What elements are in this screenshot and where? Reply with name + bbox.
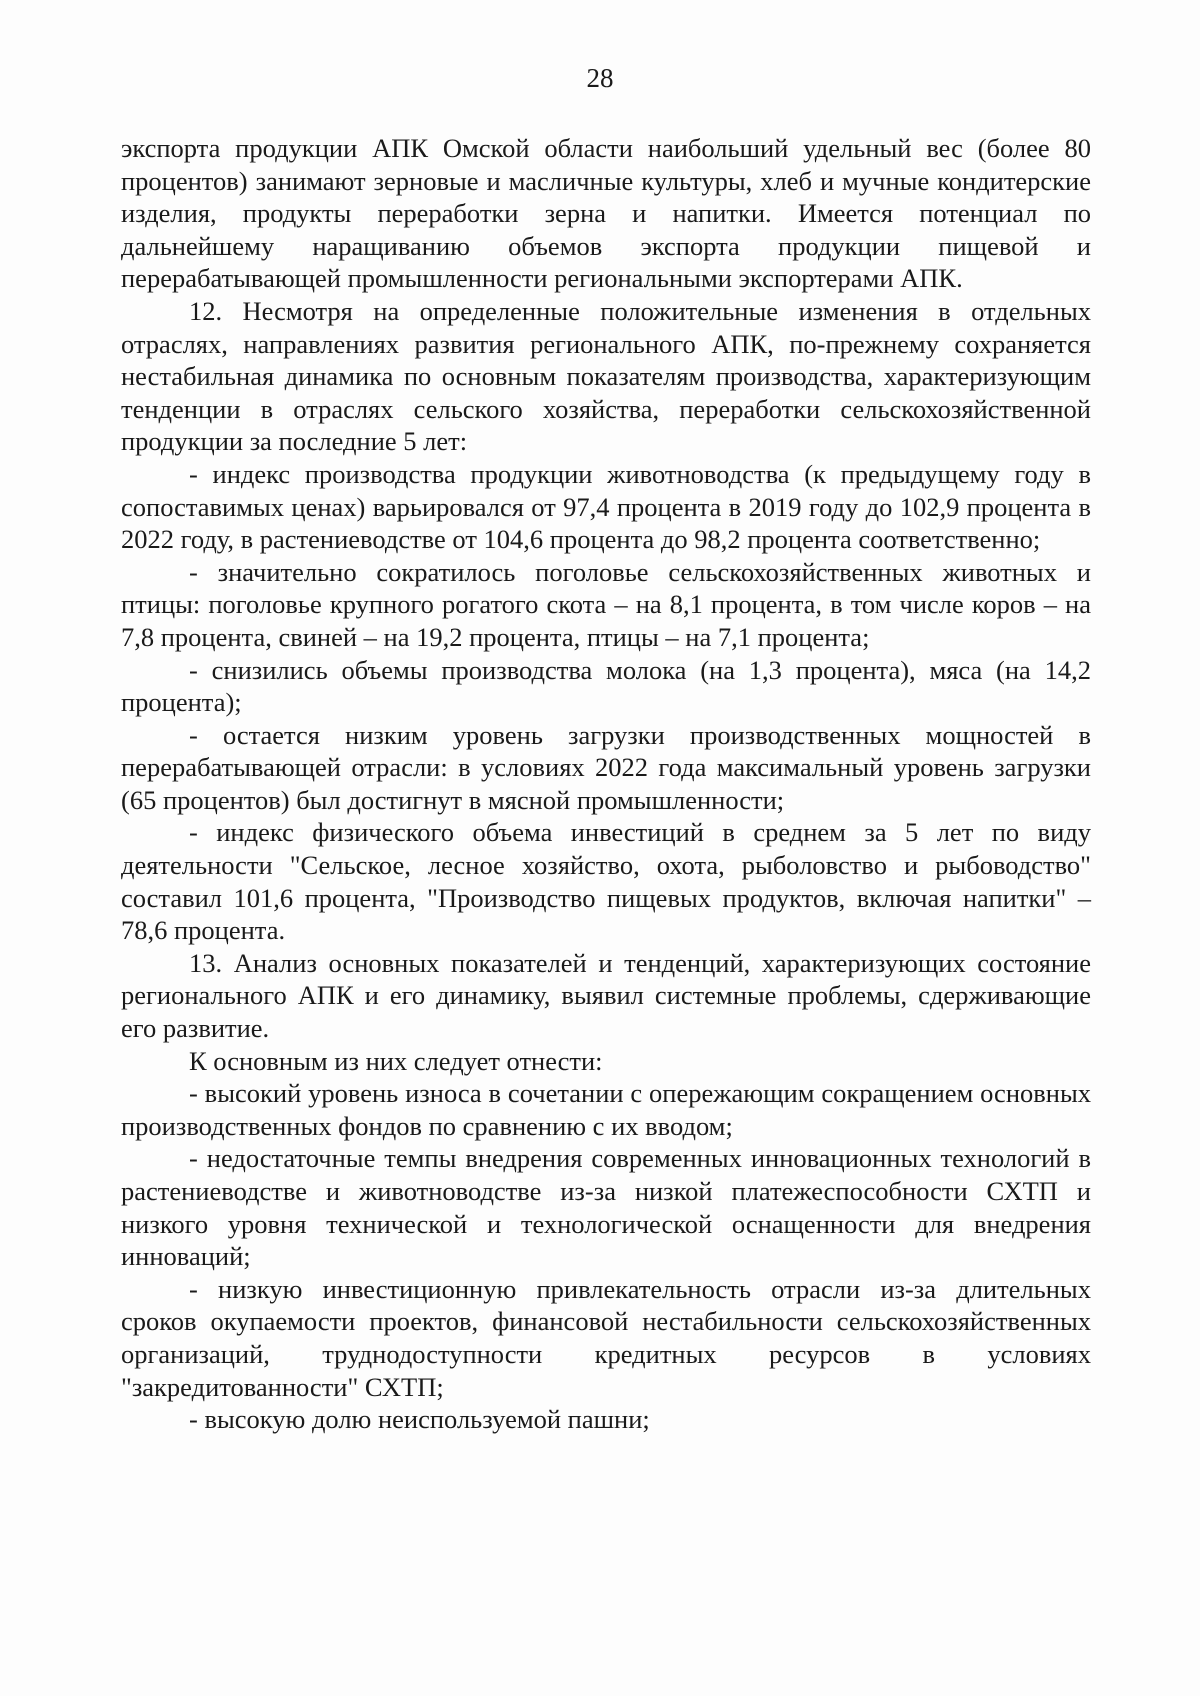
list-item-innovation: - недостаточные темпы внедрения современных инновационных технологий в растениеводстве и животноводстве из-за низкой платежеспособности СХТП и низкого уровня технической и технологической оснащенности для внедрения инноваций;	[121, 1143, 1091, 1272]
list-item-capacity-load: - остается низким уровень загрузки производственных мощностей в перерабатывающей отрасли: в условиях 2022 года максимальный уровень загрузки (65 процентов) был достигнут в мясной промышленности;	[121, 719, 1091, 815]
paragraph-12: 12. Несмотря на определенные положительные изменения в отдельных отраслях, направлениях развития регионального АПК, по-прежнему сохраняется нестабильная динамика по основным показателям производства, характеризующим тенденции в отраслях сельского хозяйства, переработки сельскохозяйственной продукции за последние 5 лет:	[121, 295, 1091, 457]
page-number: 28	[586, 63, 614, 93]
list-item-livestock-index: - индекс производства продукции животноводства (к предыдущему году в сопоставимых ценах) варьировался от 97,4 процента в 2019 году до 102,9 процента в 2022 году, в растениеводстве от 104,6 процента до 98,2 процента соответственно;	[121, 458, 1091, 555]
list-item-wear: - высокий уровень износа в сочетании с опережающим сокращением основных производственных фондов по сравнению с их вводом;	[121, 1078, 1091, 1141]
list-item-investment-index: - индекс физического объема инвестиций в среднем за 5 лет по виду деятельности "Сельское, лесное хозяйство, охота, рыболовство и рыбоводство" составил 101,6 процента, "Производство пищевых продуктов, включая напитки" – 78,6 процента.	[121, 817, 1091, 946]
list-item-unused-arable: - высокую долю неиспользуемой пашни;	[189, 1404, 650, 1435]
paragraph-main-problems: К основным из них следует отнести:	[189, 1045, 603, 1076]
list-item-livestock-decline: - значительно сократилось поголовье сельскохозяйственных животных и птицы: поголовье крупного рогатого скота – на 8,1 процента, в том числе коров – на 7,8 процента, свиней – на 19,2 процента, птицы – на 7,1 процента;	[121, 556, 1091, 652]
list-item-milk-meat: - снизились объемы производства молока (на 1,3 процента), мяса (на 14,2 процента);	[121, 654, 1091, 718]
list-item-investment-attractiveness: - низкую инвестиционную привлекательность отрасли из-за длительных сроков окупаемости проектов, финансовой нестабильности сельскохозяйственных организаций, труднодоступности кредитных ресурсов в условиях "закредитованности" СХТП;	[121, 1273, 1091, 1402]
paragraph-export-continuation: экспорта продукции АПК Омской области наибольший удельный вес (более 80 процентов) занимают зерновые и масличные культуры, хлеб и мучные кондитерские изделия, продукты переработки зерна и напитки. Имеется потенциал по дальнейшему наращиванию объемов экспорта продукции пищевой и перерабатывающей промышленности региональными экспортерами АПК.	[121, 133, 1091, 294]
paragraph-13: 13. Анализ основных показателей и тенденций, характеризующих состояние регионального АПК и его динамику, выявил системные проблемы, сдерживающие его развитие.	[121, 947, 1091, 1044]
document-body	[121, 132, 1091, 1436]
